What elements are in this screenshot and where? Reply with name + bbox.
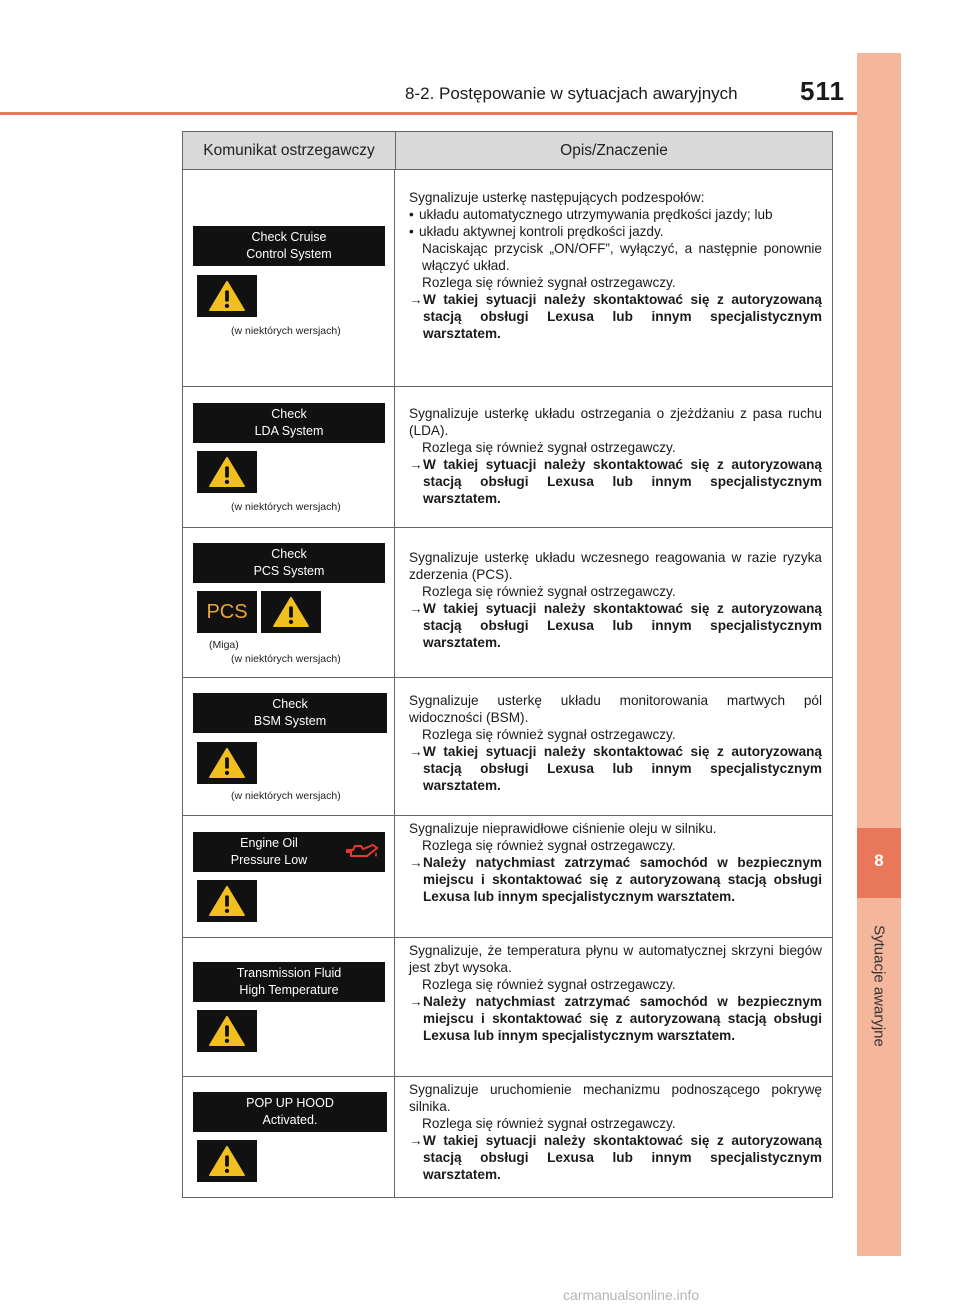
version-note: (w niektórych wersjach) [231, 790, 341, 802]
action-instruction [409, 993, 822, 1044]
version-note: (w niektórych wersjach) [231, 325, 341, 337]
message-line: High Temperature [239, 983, 339, 997]
description-text: Sygnalizuje usterkę układu ostrzegania o zjeżdżaniu z pasa ruchu (LDA). [409, 406, 822, 438]
description-text: Sygnalizuje, że temperatura płynu w automatycznej skrzyni biegów jest zbyt wysoka. [409, 943, 822, 975]
table-row [183, 170, 832, 387]
warning-message-display [193, 543, 385, 583]
action-instruction [409, 854, 822, 905]
action-text: Należy natychmiast zatrzymać samochód w bezpiecznym miejscu i skontaktować się z autoryzowaną stacją obsługi Lexusa lub innym specjalistycznym warsztatem. [423, 994, 822, 1043]
action-text: W takiej sytuacji należy skontaktować się z autoryzowaną stacją obsługi Lexusa lub innym specjalistycznym warsztatem. [423, 601, 822, 650]
message-cell [183, 1077, 395, 1197]
message-line: PCS System [253, 564, 325, 578]
description-note: Rozlega się również sygnał ostrzegawczy. [422, 1116, 676, 1131]
description-note: Rozlega się również sygnał ostrzegawczy. [422, 440, 676, 455]
message-line: Pressure Low [230, 853, 308, 867]
action-instruction [409, 600, 822, 651]
master-warning-icon [197, 451, 257, 493]
version-note: (w niektórych wersjach) [231, 501, 341, 513]
bullet-item [409, 223, 822, 240]
table-header [183, 132, 832, 170]
bullet-marker: • [409, 224, 414, 239]
master-warning-icon [197, 1140, 257, 1182]
message-line: BSM System [253, 714, 327, 728]
description-text: Sygnalizuje uruchomienie mechanizmu podnoszącego pokrywę silnika. [409, 1082, 822, 1114]
warning-message-display [193, 1092, 387, 1132]
message-cell [183, 678, 395, 815]
arrow-icon: → [409, 292, 423, 307]
description-text: Sygnalizuje usterkę następujących podzespołów: [409, 190, 705, 205]
message-line: Check [271, 547, 307, 561]
watermark: carmanualsonline.info [563, 1287, 700, 1303]
master-warning-icon [197, 880, 257, 922]
action-text: W takiej sytuacji należy skontaktować się z autoryzowaną stacją obsługi Lexusa lub innym specjalistycznym warsztatem. [423, 292, 822, 341]
description-cell [395, 170, 832, 386]
action-instruction [409, 1132, 822, 1183]
table-row [183, 1077, 832, 1197]
warning-message-display [193, 962, 385, 1002]
description-note: Naciskając przycisk „ON/OFF”, wyłączyć, a następnie ponownie włączyć układ. [422, 241, 822, 273]
message-line: Activated. [262, 1113, 318, 1127]
message-cell [183, 170, 395, 386]
description-cell [395, 528, 832, 677]
action-text: Należy natychmiast zatrzymać samochód w bezpiecznym miejscu i skontaktować się z autoryzowaną stacją obsługi Lexusa lub innym specjalistycznym warsztatem. [423, 855, 822, 904]
description-cell [395, 938, 832, 1076]
action-instruction [409, 743, 822, 794]
bullet-text: układu automatycznego utrzymywania prędkości jazdy; lub [419, 207, 773, 222]
version-note: (w niektórych wersjach) [231, 653, 341, 665]
bullet-marker: • [409, 207, 414, 222]
message-line: Check [271, 407, 307, 421]
bullet-text: układu aktywnej kontroli prędkości jazdy. [419, 224, 664, 239]
table-row [183, 678, 832, 816]
chapter-label: Sytuacje awaryjne [870, 925, 888, 1047]
master-warning-icon [261, 591, 321, 633]
header-divider [0, 112, 857, 115]
arrow-icon: → [409, 601, 423, 616]
arrow-icon: → [409, 457, 423, 472]
description-text: Sygnalizuje nieprawidłowe ciśnienie oleju w silniku. [409, 821, 717, 836]
description-cell [395, 387, 832, 527]
arrow-icon: → [409, 1133, 423, 1148]
description-text: Sygnalizuje usterkę układu wczesnego reagowania w razie ryzyka zderzenia (PCS). [409, 550, 822, 582]
description-cell [395, 678, 832, 815]
description-note: Rozlega się również sygnał ostrzegawczy. [422, 275, 676, 290]
warning-message-table [182, 131, 833, 1198]
message-line: POP UP HOOD [246, 1096, 334, 1110]
page-number: 511 [800, 76, 845, 106]
master-warning-icon [197, 275, 257, 317]
chapter-side-tab [857, 53, 901, 1256]
column-header-description: Opis/Znaczenie [560, 141, 668, 159]
table-row [183, 816, 832, 938]
warning-message-display [193, 693, 387, 733]
message-cell [183, 528, 395, 677]
message-line: Control System [246, 247, 332, 261]
action-text: W takiej sytuacji należy skontaktować się z autoryzowaną stacją obsługi Lexusa lub innym specjalistycznym warsztatem. [423, 457, 822, 506]
action-text: W takiej sytuacji należy skontaktować się z autoryzowaną stacją obsługi Lexusa lub innym specjalistycznym warsztatem. [423, 744, 822, 793]
table-row [183, 938, 832, 1077]
action-instruction [409, 456, 822, 507]
arrow-icon: → [409, 855, 423, 870]
arrow-icon: → [409, 744, 423, 759]
message-line: Engine Oil [240, 836, 298, 850]
message-cell [183, 938, 395, 1076]
description-note: Rozlega się również sygnał ostrzegawczy. [422, 727, 676, 742]
description-cell [395, 816, 832, 937]
bullet-item [409, 206, 822, 223]
action-instruction [409, 291, 822, 342]
pcs-warning-icon: PCS [197, 591, 257, 633]
warning-message-display [193, 832, 385, 872]
message-line: LDA System [254, 424, 324, 438]
master-warning-icon [197, 1010, 257, 1052]
table-row [183, 528, 832, 678]
description-text: Sygnalizuje usterkę układu monitorowania martwych pól widoczności (BSM). [409, 693, 822, 725]
action-text: W takiej sytuacji należy skontaktować się z autoryzowaną stacją obsługi Lexusa lub innym specjalistycznym warsztatem. [423, 1133, 822, 1182]
message-line: Check [272, 697, 308, 711]
description-note: Rozlega się również sygnał ostrzegawczy. [422, 584, 676, 599]
master-warning-icon [197, 742, 257, 784]
arrow-icon: → [409, 994, 423, 1009]
description-cell [395, 1077, 832, 1197]
section-title: 8-2. Postępowanie w sytuacjach awaryjnych [405, 84, 738, 103]
blink-note: (Miga) [209, 639, 239, 651]
chapter-number: 8 [857, 828, 901, 898]
warning-message-display [193, 226, 385, 266]
warning-message-display [193, 403, 385, 443]
description-note: Rozlega się również sygnał ostrzegawczy. [422, 838, 676, 853]
oil-pressure-icon [345, 840, 379, 862]
table-row [183, 387, 832, 528]
message-cell [183, 387, 395, 527]
message-cell [183, 816, 395, 937]
message-line: Check Cruise [251, 230, 327, 244]
message-line: Transmission Fluid [236, 966, 342, 980]
description-note: Rozlega się również sygnał ostrzegawczy. [422, 977, 676, 992]
column-header-message: Komunikat ostrzegawczy [183, 132, 396, 169]
